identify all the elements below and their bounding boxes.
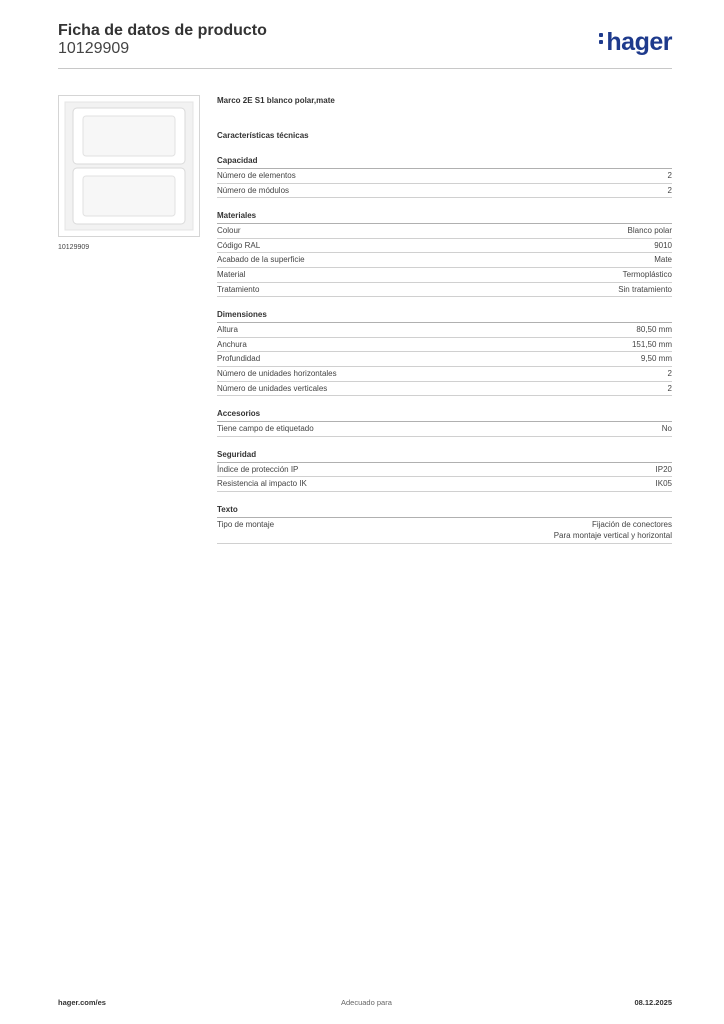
- spec-group: [217, 409, 672, 437]
- spec-row: [217, 382, 672, 397]
- spec-label: Tipo de montaje: [217, 519, 275, 529]
- spec-label: Número de módulos: [217, 185, 290, 195]
- spec-group: [217, 450, 672, 492]
- spec-label: Número de elementos: [217, 171, 296, 180]
- spec-groups: [217, 156, 672, 544]
- page-header: [58, 22, 672, 68]
- spec-value: No: [661, 424, 672, 434]
- page-title: Ficha de datos de producto: [58, 22, 267, 39]
- spec-value: Termoplástico: [622, 269, 672, 279]
- spec-value: Sin tratamiento: [618, 284, 672, 294]
- spec-row: [217, 224, 672, 239]
- spec-value: 151,50 mm: [631, 339, 672, 349]
- footer-center-text: Adecuado para: [341, 998, 392, 1007]
- product-code: 10129909: [58, 40, 130, 57]
- spec-row: [217, 268, 672, 283]
- spec-label: Resistencia al impacto IK: [217, 479, 307, 489]
- spec-group-title: Capacidad: [217, 156, 672, 169]
- spec-group-title: Accesorios: [217, 409, 672, 422]
- section-title: Características técnicas: [217, 131, 309, 140]
- footer-date: 08.12.2025: [634, 998, 672, 1007]
- spec-value: 2: [667, 171, 672, 180]
- spec-group: [217, 505, 672, 544]
- spec-row: [217, 477, 672, 492]
- logo-text: hager: [606, 28, 672, 56]
- spec-row: [217, 283, 672, 298]
- spec-group: [217, 211, 672, 297]
- spec-row: [217, 239, 672, 254]
- product-image: [58, 95, 200, 237]
- spec-label: Tiene campo de etiquetado: [217, 424, 314, 434]
- spec-row: [217, 463, 672, 478]
- header-divider: [58, 68, 672, 69]
- spec-row: [217, 367, 672, 382]
- spec-value: 9010: [654, 240, 672, 250]
- spec-value: 9,50 mm: [640, 354, 672, 364]
- image-caption: 10129909: [58, 244, 90, 251]
- spec-label: Número de unidades verticales: [217, 383, 328, 393]
- spec-label: Colour: [217, 226, 241, 236]
- spec-value: 2: [667, 383, 672, 393]
- spec-group-title: Seguridad: [217, 450, 672, 463]
- spec-label: Número de unidades horizontales: [217, 368, 337, 378]
- spec-group-title: Materiales: [217, 211, 672, 224]
- spec-value: Mate: [654, 255, 672, 265]
- spec-group: [217, 156, 672, 198]
- spec-row: [217, 169, 672, 184]
- spec-row: [217, 338, 672, 353]
- spec-value: IK05: [655, 479, 672, 489]
- footer-website-link[interactable]: hager.com/es: [58, 998, 106, 1007]
- spec-label: Índice de protección IP: [217, 464, 299, 474]
- frame-picture-icon: [59, 96, 199, 236]
- spec-label: Código RAL: [217, 240, 261, 250]
- spec-value: 80,50 mm: [636, 325, 672, 335]
- spec-value: Fijación de conectores Para montaje vertical y horizontal: [553, 519, 672, 540]
- spec-row: [217, 422, 672, 437]
- spec-label: Tratamiento: [217, 284, 260, 294]
- logo-dots-icon: [599, 33, 604, 47]
- spec-value: IP20: [655, 464, 672, 474]
- spec-row: [217, 352, 672, 367]
- spec-label: Profundidad: [217, 354, 261, 364]
- product-name: Marco 2E S1 blanco polar,mate: [217, 96, 335, 105]
- spec-label: Acabado de la superficie: [217, 255, 305, 265]
- spec-label: Altura: [217, 325, 238, 335]
- spec-group-title: Texto: [217, 505, 672, 518]
- spec-value: 2: [667, 185, 672, 195]
- spec-value: Blanco polar: [627, 226, 672, 236]
- spec-label: Anchura: [217, 339, 247, 349]
- spec-row: [217, 253, 672, 268]
- spec-group-title: Dimensiones: [217, 310, 672, 323]
- spec-row: [217, 518, 672, 544]
- spec-group: [217, 310, 672, 396]
- spec-content: [217, 96, 672, 544]
- spec-row: [217, 184, 672, 199]
- spec-label: Material: [217, 269, 246, 279]
- spec-row: [217, 323, 672, 338]
- spec-value: 2: [667, 368, 672, 378]
- hager-logo[interactable]: [599, 28, 672, 57]
